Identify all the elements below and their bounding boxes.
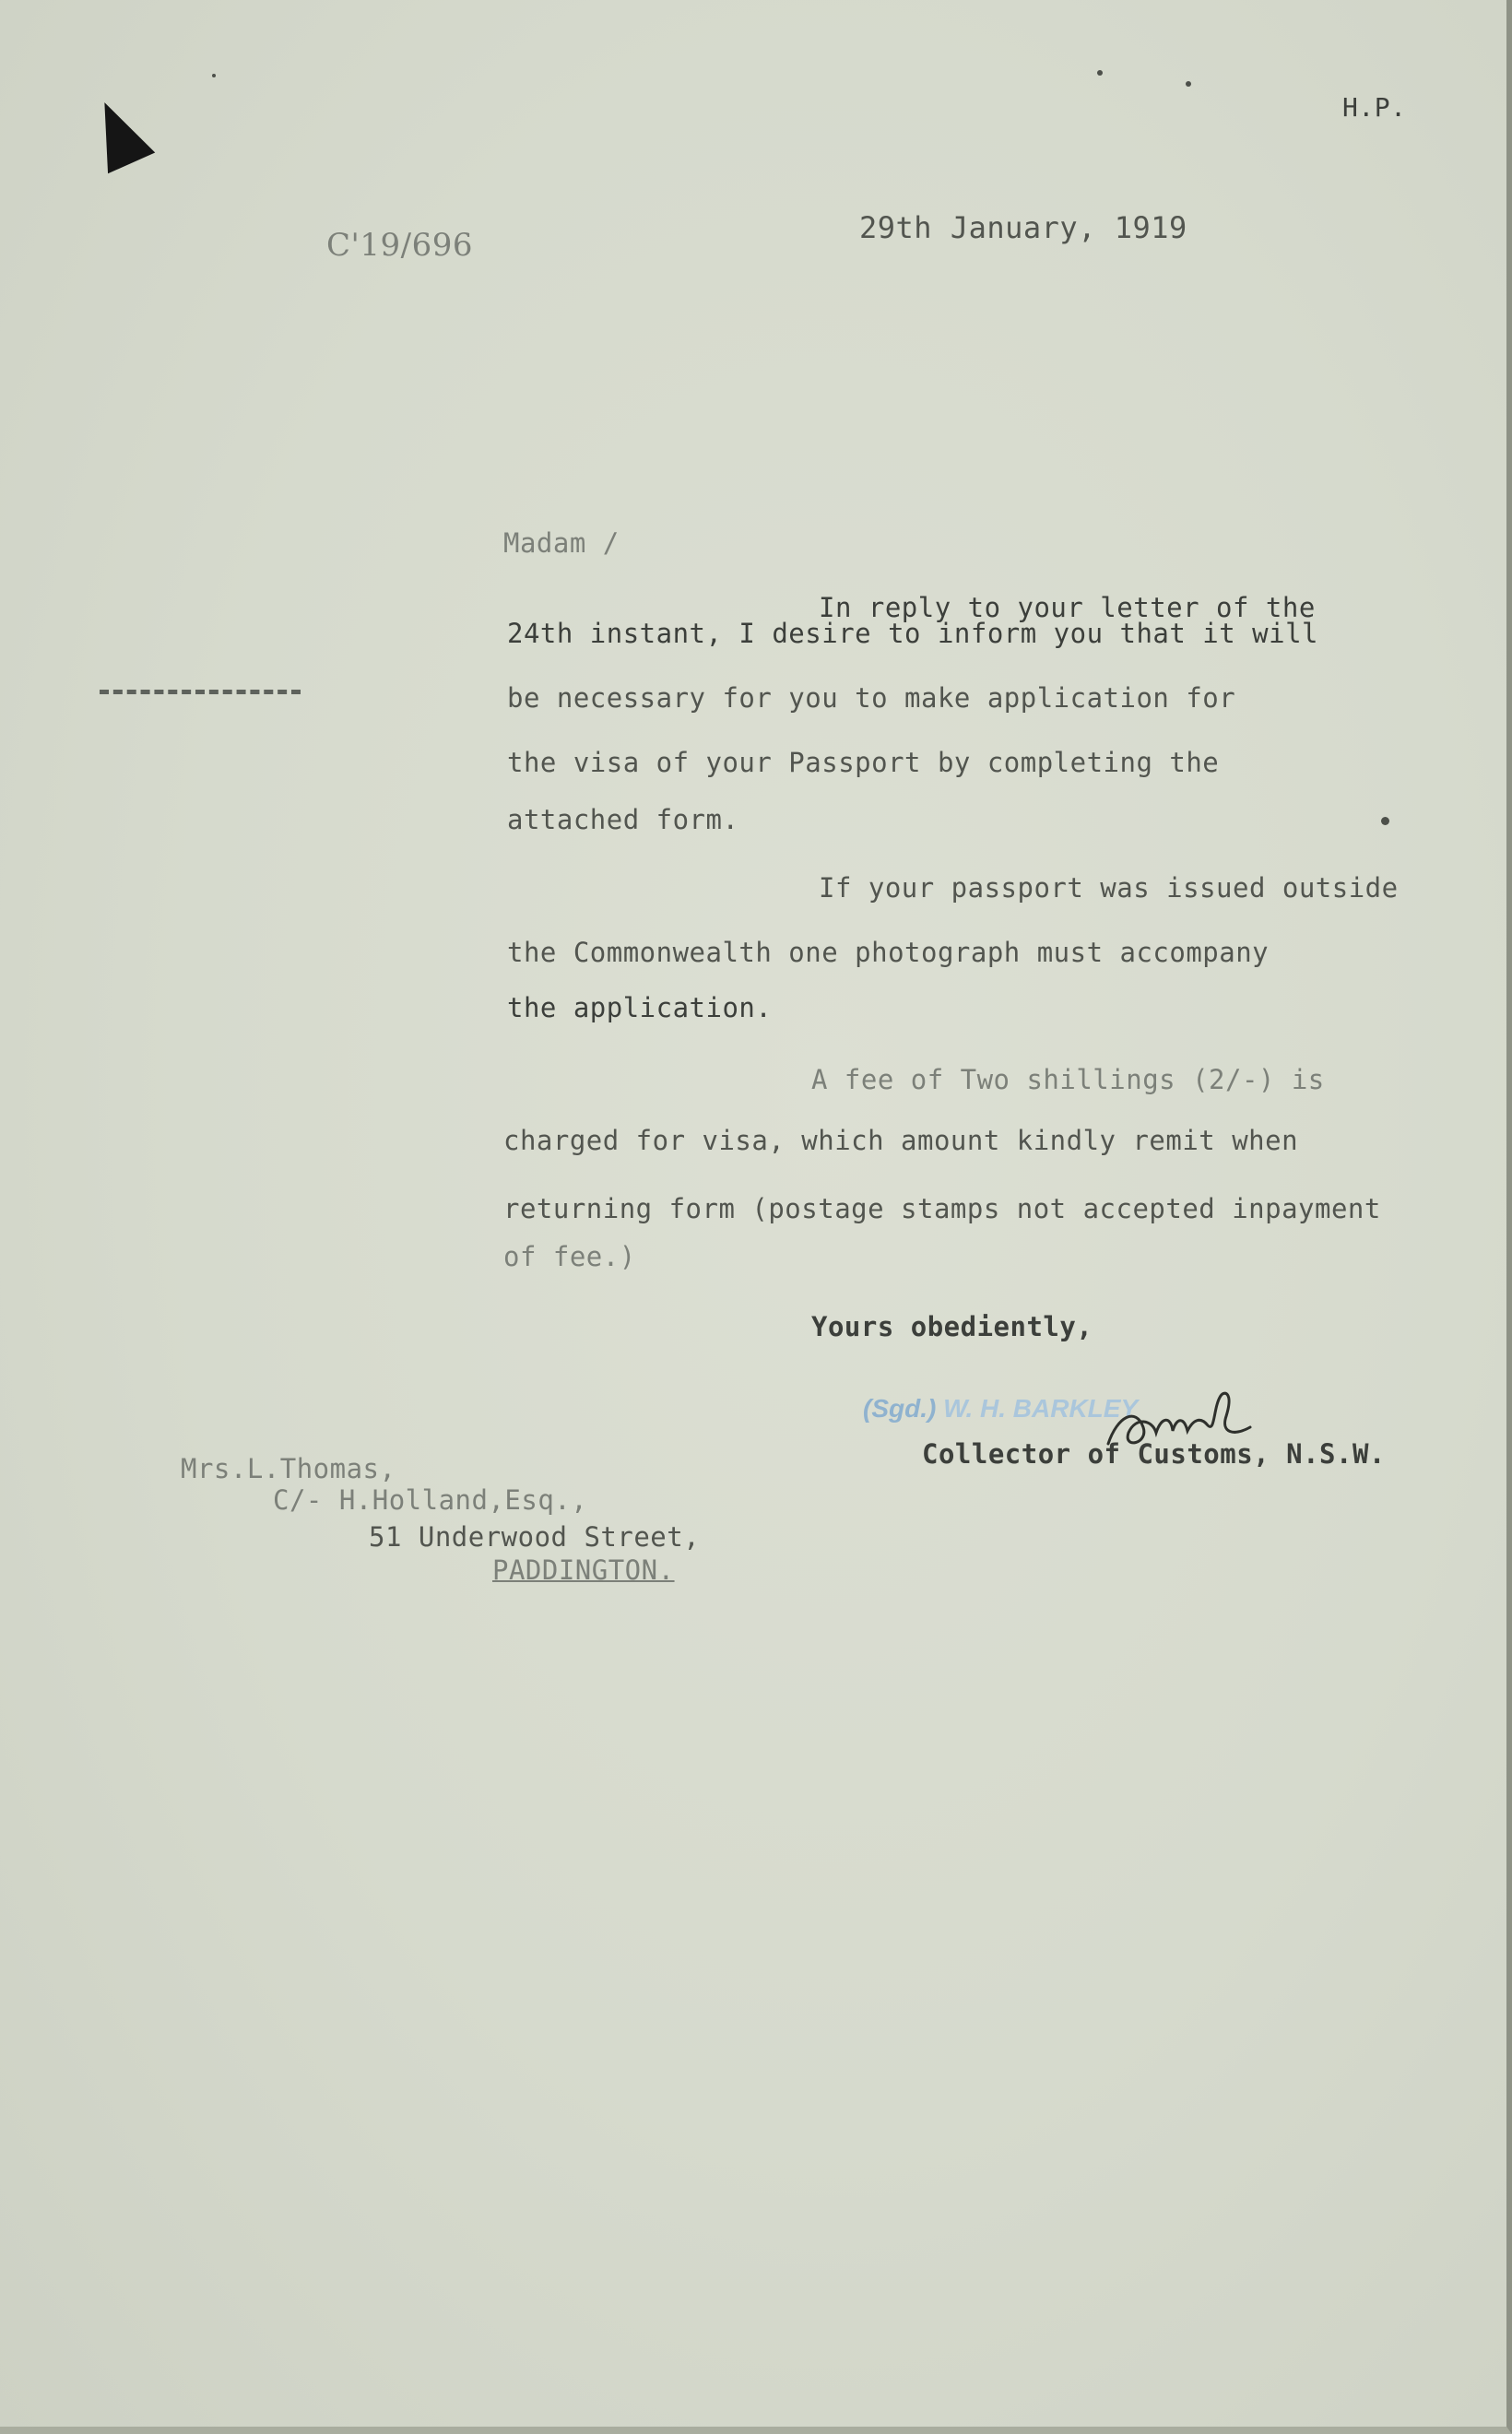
addressee-line: Mrs.L.Thomas, <box>181 1453 396 1484</box>
ink-fleck <box>1381 817 1389 825</box>
body-line: returning form (postage stamps not accepted inpayment <box>503 1193 1381 1224</box>
ink-fleck <box>212 74 216 77</box>
stamp-name: W. H. BARKLEY <box>943 1394 1139 1423</box>
body-line: the application. <box>507 992 773 1023</box>
closing: Yours obediently, <box>811 1311 1093 1342</box>
letter-date: 29th January, 1919 <box>859 210 1187 245</box>
margin-rule <box>100 690 301 694</box>
addressee-line: C/- H.Holland,Esq., <box>273 1484 588 1516</box>
body-line: be necessary for you to make application for <box>507 682 1236 714</box>
stamp-prefix: (Sgd.) <box>863 1394 937 1423</box>
body-line: the visa of your Passport by completing the <box>507 747 1220 778</box>
addressee-line: PADDINGTON. <box>492 1554 675 1586</box>
addressee-line: 51 Underwood Street, <box>369 1521 701 1553</box>
ink-fleck <box>1097 70 1103 76</box>
body-line: charged for visa, which amount kindly remit when <box>503 1125 1299 1156</box>
reference-number: C'19/696 <box>326 227 473 264</box>
body-line: 24th instant, I desire to inform you that it will <box>507 618 1319 649</box>
salutation: Madam / <box>503 527 620 559</box>
ink-fleck <box>1186 81 1191 87</box>
body-line: In reply to your letter of the <box>819 592 1316 623</box>
signatory-title: Collector of Customs, N.S.W. <box>922 1438 1386 1470</box>
body-line: attached form. <box>507 804 739 835</box>
body-line: A fee of Two shillings (2/-) is <box>811 1064 1325 1095</box>
body-line: the Commonwealth one photograph must accompany <box>507 937 1270 968</box>
body-line: of fee.) <box>503 1241 636 1272</box>
file-mark: H.P. <box>1342 92 1407 123</box>
body-line: If your passport was issued outside <box>819 872 1399 904</box>
punch-hole <box>81 92 155 174</box>
